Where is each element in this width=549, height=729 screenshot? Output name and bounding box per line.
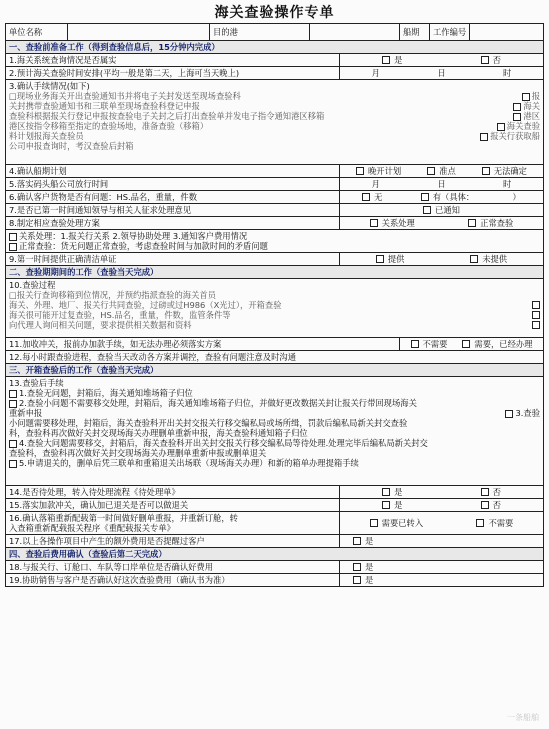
r5-date-field[interactable]: 月 日 时 [371,179,512,189]
row-9-label: 9.第一时间提供正确清洁单证 [6,253,340,266]
r9-option-not-provided[interactable]: 未提供 [470,254,507,264]
row-16-label: 16.确认落箱重新配载第一时间做好删单重报，并重新订舱，转 入查箱重新配载报关程序《重配载报关专单》 [6,512,340,535]
r3-right-note[interactable]: 海关查验 [497,121,540,131]
r4-option-late[interactable]: 晚开计划 [356,166,401,176]
header-row [6,24,544,41]
r4-option-ontime[interactable]: 准点 [427,166,456,176]
r3-line: 港区按指令移箱至指定的查验场地，准备查验（移箱） [9,121,209,131]
r10-line: 海关很可能开过复查验，HS.品名，重量，件数，监管条件等 [9,310,231,320]
checkbox-icon[interactable] [9,440,17,448]
row-6-label: 6.确认客户货物是否有问题：HS.品名，重量，件数 [6,191,340,204]
row-10-title: 10.查验过程 [9,280,56,290]
r13-line: 科，查验科再次做好关封交现场海关办理删单重新申报，海关查验科通知箱子归位 [9,428,308,438]
r13-option-3[interactable]: 3.查验 [505,408,540,418]
destination-label: 目的港 [210,24,310,41]
row-12-label: 12.每小时跟查验进程，查验当天改动各方案并调控，查验有问题注意及时沟通 [6,351,544,364]
r13-line: 2.查验小问题不需要移交处理，封箱后，海关通知堆场箱子归位，并做好更改数据关封让报关行带回现场海关 [19,398,417,408]
row-11-label: 11.加收冲关，报前办加款手续，如无法办理必须落实方案 [6,338,400,351]
r7-notified-option[interactable]: 已通知 [423,205,460,215]
checkbox-icon [376,255,384,263]
r3-right-note[interactable]: 报 [522,91,540,101]
checkbox-icon[interactable] [9,400,17,408]
r3-line: □现场业务海关开出查验通知书并将电子关封发送至现场查验科 [9,91,241,101]
r13-line: 重新申报 [9,408,43,418]
r10-line: 海关、外理、地厂、报关行共同查验，过磅或过H986（X光过），开箱查验 [9,300,282,310]
checkbox-icon [480,133,488,141]
row-13-title: 13.查验后手续 [9,378,64,388]
checkbox-icon [513,113,521,121]
checkbox-icon [482,167,490,175]
checkbox-icon [462,340,470,348]
checkbox-icon [476,519,484,527]
r1-no-option[interactable]: 否 [481,55,501,65]
r10-line: □报关行查询移箱到位情况，并预约指派查验的海关首员 [9,290,216,300]
r3-line: 关封携带查验通知书和三联单至现场查验科登记申报 [9,101,200,111]
watermark-text: 一条船舶 [507,713,539,722]
r13-line: 查验科，查验科再次做好关封交现场海关办理删单重新申报或删单退关 [9,448,267,458]
r3-line: 公司申报查询时，考汉查验后封箱 [9,141,134,151]
r8-option-relation[interactable]: 关系处理 [370,218,415,228]
checkbox-icon [370,219,378,227]
r13-line: 5.申请退关的，删单后凭三联单和重箱退关出场联（现场海关办理）和新的箱单办理提箱手续 [19,458,359,468]
unit-name-field[interactable] [68,24,210,41]
row-4-label: 4.确认船期计划 [6,165,340,178]
checkbox-icon [362,193,370,201]
r3-right-note[interactable]: 报关行获取船 [480,131,540,141]
r3-right-note[interactable]: 海关 [513,101,540,111]
unit-name-label: 单位名称 [6,24,68,41]
checkbox-icon [505,410,513,418]
checkbox-icon [468,219,476,227]
r9-option-provided[interactable]: 提供 [376,254,405,264]
job-number-field[interactable] [470,24,544,41]
r6-option-none[interactable]: 无 [362,192,382,202]
r13-line: 1.查验无问题，封箱后，海关通知堆场箱子归位 [19,388,193,398]
row-7-label: 7.是否已第一时间通知领导与相关人征求处理意见 [6,204,340,217]
checkbox-icon [427,167,435,175]
row-17-label: 17.以上各操作项目中产生的额外费用是否提醒过客户 [6,535,340,548]
checkbox-icon [513,103,521,111]
row-3-cell [6,80,544,165]
checkbox-icon [411,340,419,348]
job-number-label: 工作编号 [430,24,470,41]
r3-line: 料计划报海关查验员 [9,131,84,141]
checkbox-icon[interactable] [532,311,540,319]
r6-option-has[interactable]: 有（具体： [421,192,475,202]
r13-line: 小问题需要移处理，封箱后，海关查验科开出关封交报关行移交编私局或场所缉，罚款后编私局新关封交查验 [9,418,408,428]
row-1-label: 1.海关系统查询情况是否属实 [6,54,340,67]
checkbox-icon [421,193,429,201]
row-18-label: 18.与报关行、订舱口、车队等口岸单位是否确认好费用 [6,561,340,574]
r11-option-not-needed[interactable]: 不需要 [411,339,448,349]
checkbox-icon [382,501,390,509]
checkbox-icon[interactable] [9,233,17,241]
checkbox-icon [353,576,361,584]
r8-option-normal[interactable]: 正常查验 [468,218,513,228]
section-3-heading: 三、开箱查验后的工作（查验当天完成） [6,364,544,377]
row-10-cell [6,279,544,338]
checkbox-icon [356,167,364,175]
r14-yes-option[interactable]: 是 [382,487,402,497]
r15-no-option[interactable]: 否 [481,500,501,510]
checkbox-icon [353,563,361,571]
checkbox-icon[interactable] [9,243,17,251]
r18-yes-option[interactable]: 是 [353,562,373,572]
r13-line: 4.查验大问题需要移交，封箱后，海关查验科开出关封交报关行移交编私局等待处理.处理完毕后编私局新关封交 [19,438,428,448]
checkbox-icon [470,255,478,263]
checkbox-icon[interactable] [9,390,17,398]
row-19-label: 19.协助销售与客户是否确认好这次查验费用（确认书为准） [6,574,340,587]
r19-yes-option[interactable]: 是 [353,575,373,585]
checkbox-icon[interactable] [9,460,17,468]
r1-yes-option[interactable]: 是 [382,55,402,65]
checkbox-icon [481,488,489,496]
checkbox-icon[interactable] [532,301,540,309]
r3-line: 查验科根据报关行登记申报按查验电子关封之后打出查验单并发电子指令通知港区移箱 [9,111,325,121]
row-2-label: 2.预计海关查验时间安排(平均一般是第二天，上海可当天晚上) [6,67,340,80]
checkbox-icon [481,56,489,64]
checkbox-icon [497,123,505,131]
section-2-heading: 二、查验期期间的工作（查验当天完成） [6,266,544,279]
r16-option-not-needed[interactable]: 不需要 [476,518,513,528]
checkbox-icon [481,501,489,509]
row-3-title: 3.确认手续情况(如下) [9,81,90,91]
destination-field[interactable] [310,24,400,41]
row-13-cell [6,377,544,486]
inspection-form-table: 单位名称 目的港 船期 工作编号 一、查验前准备工作（得到查验信息后，15分钟内完成） 1.海关系统查询情况是否属实 是 否 2.预计海关查验时间安排(平均一般是第二天，上海可当天晚上) 月 日 时 3.确认手续情况(如下) □现场业务海关开出查验通知书并将电子关封发送至现场查验科 报 关封携带查验通知书和三联单至现场查验科登记申报 海关 查验科根据报关行登记申报按查验电子关封之后打出查验单并发电子指令通知港区移箱 港区 港区按指令移箱至指定的查验场地，准备查验（移箱） 海关查验 料计划报海关查验员 报关行获取船 公司申报查询时，考汉查验后封箱 4.确认船期计划 晚开计划 准点 无法确定 5.落实码头船公司放行时间 月 日 时 6.确认客户货物是否有问题：HS.品名，重量，件数 无 有（具体： ） 7.是否已第一时间通知领导与相关人征求处理意见 已通知 8.制定相应查验处理方案 关系处理 正常查验 关系处理：1.报关行关系 2.领导协助处理 3.通知客户费用情况 正常查验：货无问题正常查验，考虑查验时间与加款时间的矛盾问题 9.第一时间提供正确清洁单证 提供 未提供 二、查验期期间的工作（查验当天完成） 10.查验过程 □报关行查询移箱到位情况，并预约指派查验的海关首员 海关、外理、地厂、报关行共同查验，过磅或过H986（X光过），开箱查验 海关很可能开过复查验，HS.品名，重量，件数，监管条件等 向代理人询问相关问题，要求提供相关数据和资料 11.加收冲关，报前办加款手续，如无法办理必须落实方案 不需要 需要，已经办理 12.每小时跟查验进程，查验当天改动各方案并调控，查验有问题注意及时沟通 三、开箱查验后的工作（查验当天完成） 13.查验后手续 1.查验无问题，封箱后，海关通知堆场箱子归位 2.查验小问题不需要移交处理，封箱后，海关通知堆场箱子归位，并做好更改数据关封让报关行带回现场海关 重新申报 3.查验 小问题需要移处理，封箱后，海关查验科开出关封交报关行移交编私局或场所缉，罚款后编私局新关封交查验 科，查验科再次做好关封交现场海关办理删单重新申报，海关查验科通知箱子归位 4.查验大问题需要移交，封箱后，海关查验科开出关封交报关行移交编私局等待处理.处理完毕后编私局新关封交 查验科，查验科再次做好关封交现场海关办理删单重新申报或删单退关 5.申请退关的，删单后凭三联单和重箱退关出场联（现场海关办理）和新的箱单办理提箱手续 14.是否待处理，转入待处理流程《待处理单》 是 否 15.落实加款冲关，确认加已退关是否可以做退关 是 否 16.确认落箱重新配载第一时间做好删单重报，并重新订舱，转 入查箱重新配载报关程序《重配载报关专单》 需要已转入 不需要 17.以上各操作项目中产生的额外费用是否提醒过客户 是 四、查验后费用确认（查验后第二天完成） 18.与报关行、订舱口、车队等口岸单位是否确认好费用 是 19.协助销售与客户是否确认好这次查验费用（确认书为准） 是 [5,23,544,587]
row-8-detail: 关系处理：1.报关行关系 2.领导协助处理 3.通知客户费用情况 正常查验：货无问题正常查验，考虑查验时间与加款时间的矛盾问题 [6,230,544,253]
checkbox-icon[interactable] [532,321,540,329]
r2-date-field[interactable]: 月 日 时 [371,68,512,78]
r15-yes-option[interactable]: 是 [382,500,402,510]
r3-right-note[interactable]: 港区 [513,111,540,121]
r4-option-unsure[interactable]: 无法确定 [482,166,527,176]
r14-no-option[interactable]: 否 [481,487,501,497]
section-4-heading: 四、查验后费用确认（查验后第二天完成） [6,548,544,561]
page-title: 海关查验操作专单 [214,5,335,21]
checkbox-icon [382,56,390,64]
r16-option-transferred[interactable]: 需要已转入 [370,518,424,528]
row-14-label: 14.是否待处理，转入待处理流程《待处理单》 [6,486,340,499]
row-5-label: 5.落实码头船公司放行时间 [6,178,340,191]
r10-line: 向代理人询问相关问题，要求提供相关数据和资料 [9,320,192,330]
checkbox-icon [353,537,361,545]
r17-yes-option[interactable]: 是 [353,536,373,546]
vessel-date-label: 船期 [400,24,430,41]
r11-option-handled[interactable]: 需要，已经办理 [462,339,532,349]
section-1-heading: 一、查验前准备工作（得到查验信息后，15分钟内完成） [6,41,544,54]
checkbox-icon [522,93,530,101]
checkbox-icon [370,519,378,527]
row-8-label: 8.制定相应查验处理方案 [6,217,340,230]
checkbox-icon [423,206,431,214]
row-15-label: 15.落实加款冲关，确认加已退关是否可以做退关 [6,499,340,512]
checkbox-icon [382,488,390,496]
